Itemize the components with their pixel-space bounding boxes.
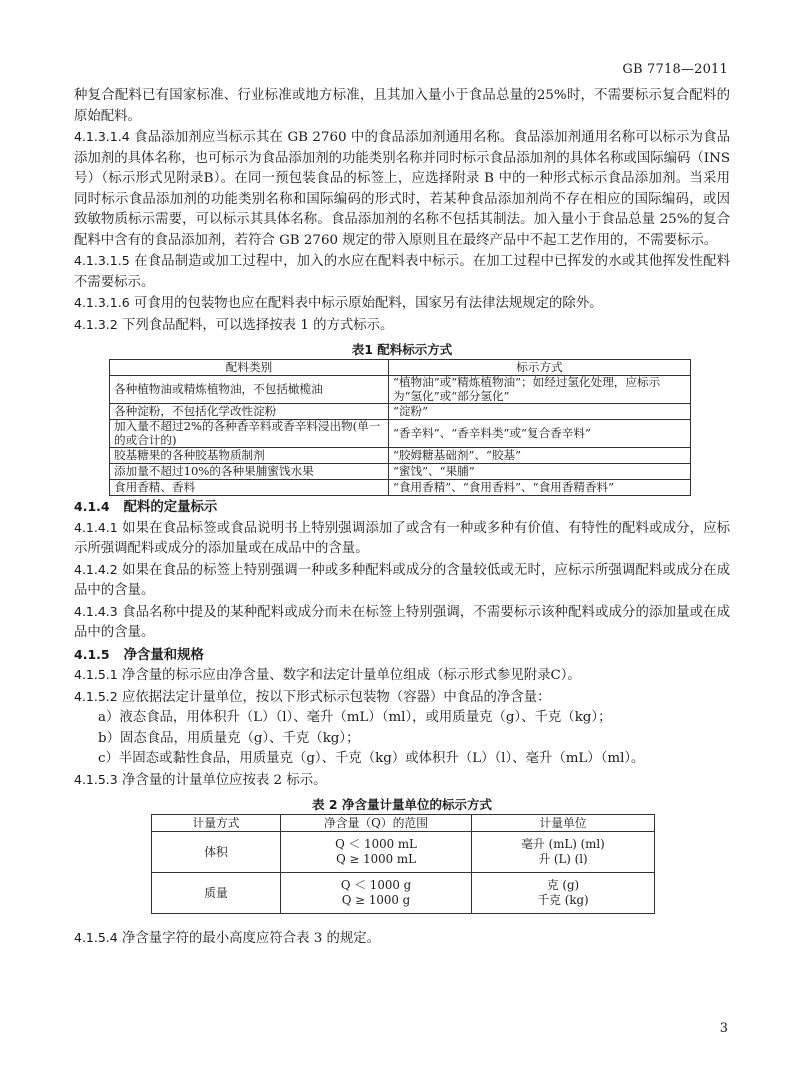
table-row bbox=[110, 464, 691, 480]
clause-4-1-3-1-4 bbox=[74, 127, 730, 251]
table-cell bbox=[281, 873, 472, 914]
list-item-c: c）半固态或黏性食品，用质量克（g）、千克（kg）或体积升（L）（l）、毫升（mL）（ml）。 bbox=[98, 751, 645, 766]
range-value: Q ≥ 1000 mL bbox=[336, 852, 416, 866]
table-cell: “食用香精”、“食用香料”、“食用香精香料” bbox=[389, 480, 691, 496]
clause-4-1-5-2 bbox=[74, 687, 730, 709]
table-row bbox=[110, 404, 691, 420]
clause-text: 下列食品配料，可以选择按表 1 的方式标示。 bbox=[122, 317, 394, 333]
table-cell: “植物油”或“精炼植物油”；如经过氢化处理，应标示为“氢化”或“部分氢化” bbox=[389, 376, 691, 404]
table-cell: “蜜饯”、“果脯” bbox=[389, 464, 691, 480]
table-cell: 各种淀粉，不包括化学改性淀粉 bbox=[110, 404, 389, 420]
clause-number: 4.1.5 bbox=[74, 646, 110, 662]
table-row bbox=[110, 376, 691, 404]
table-cell: “香辛料”、“香辛料类”或“复合香辛料” bbox=[389, 420, 691, 448]
clause-4-1-3-1-6 bbox=[74, 293, 730, 315]
table-cell: 加入量不超过2%的各种香辛料或香辛料浸出物(单一的或合计的) bbox=[110, 420, 389, 448]
table-header-cell: 计量单位 bbox=[472, 815, 655, 832]
range-value: Q ＜ 1000 mL bbox=[335, 837, 417, 851]
table-row bbox=[110, 480, 691, 496]
table-header-row bbox=[110, 360, 691, 376]
paragraph-continuation: 种复合配料已有国家标准、行业标准或地方标准，且其加入量小于食品总量的25%时，不需要标示复合配料的原始配料。 bbox=[74, 88, 730, 124]
standard-code: GB 7718—2011 bbox=[622, 62, 728, 77]
table-row bbox=[110, 420, 691, 448]
table-header-cell: 净含量（Q）的范围 bbox=[281, 815, 472, 832]
clause-4-1-4-2 bbox=[74, 560, 730, 602]
unit-value: 千克 (kg) bbox=[537, 893, 589, 907]
clause-text: 在食品制造或加工过程中，加入的水应在配料表中标示。在加工过程中已挥发的水或其他挥发性配料不需要标示。 bbox=[74, 254, 730, 290]
clause-4-1-3-2 bbox=[74, 315, 730, 337]
section-title: 净含量和规格 bbox=[123, 646, 204, 663]
range-value: Q ≥ 1000 g bbox=[341, 893, 411, 907]
list-item-b: b）固态食品，用质量克（g）、千克（kg）； bbox=[98, 730, 360, 746]
table-cell: 食用香精、香料 bbox=[110, 480, 389, 496]
clause-number: 4.1.4 bbox=[74, 499, 110, 514]
clause-number: 4.1.5.2 bbox=[74, 688, 118, 704]
clause-text: 净含量字符的最小高度应符合表 3 的规定。 bbox=[122, 931, 381, 946]
clause-number: 4.1.3.1.4 bbox=[74, 129, 130, 144]
table-cell: “胶姆糖基础剂”、“胶基” bbox=[389, 448, 691, 464]
table-cell bbox=[472, 832, 655, 873]
section-4-1-4-heading bbox=[74, 497, 730, 518]
table-2 bbox=[151, 814, 655, 914]
range-value: Q ＜ 1000 g bbox=[340, 878, 412, 892]
table-header-row bbox=[152, 815, 655, 832]
unit-value: 升 (L) (l) bbox=[538, 852, 588, 866]
clause-4-1-5-1 bbox=[74, 665, 730, 687]
clause-4-1-5-3 bbox=[74, 770, 730, 792]
clause-text: 如果在食品标签或食品说明书上特别强调添加了或含有一种或多种有价值、有特性的配料或成分，应标示所强调配料或成分的添加量或在成品中的含量。 bbox=[74, 520, 731, 556]
clause-4-1-3-1-5 bbox=[74, 251, 730, 293]
clause-text: 如果在食品的标签上特别强调一种或多种配料或成分的含量较低或无时，应标示所强调配料或成分在成品中的含量。 bbox=[74, 562, 731, 598]
table-header-cell: 标示方式 bbox=[389, 360, 691, 376]
clause-number: 4.1.5.3 bbox=[74, 771, 118, 787]
clause-number: 4.1.3.1.6 bbox=[74, 295, 130, 310]
table-row bbox=[152, 873, 655, 914]
table-1 bbox=[109, 359, 691, 496]
table-cell: 各种植物油或精炼植物油，不包括橄榄油 bbox=[110, 376, 389, 404]
clause-number: 4.1.3.2 bbox=[74, 316, 118, 332]
table-cell: 添加量不超过10%的各种果脯蜜饯水果 bbox=[110, 464, 389, 480]
table-1-caption: 表1 配料标示方式 bbox=[351, 342, 453, 357]
table-cell: 体积 bbox=[152, 832, 281, 873]
table-header-cell: 计量方式 bbox=[152, 815, 281, 832]
document-body bbox=[74, 86, 730, 950]
list-item-a: a）液态食品，用体积升（L）（l）、毫升（mL）（ml），或用质量克（g）、千克（kg）； bbox=[98, 710, 612, 725]
clause-text: 可食用的包装物也应在配料表中标示原始配料，国家另有法律法规规定的除外。 bbox=[133, 296, 603, 311]
clause-number: 4.1.5.1 bbox=[74, 667, 118, 682]
clause-number: 4.1.4.2 bbox=[74, 561, 118, 577]
unit-value: 毫升 (mL) (ml) bbox=[521, 837, 605, 851]
table-cell: 质量 bbox=[152, 873, 281, 914]
clause-number: 4.1.3.1.5 bbox=[74, 253, 130, 268]
clause-text: 应依据法定计量单位，按以下形式标示包装物（容器）中食品的净含量： bbox=[122, 689, 551, 705]
clause-text: 净含量的计量单位应按表 2 标示。 bbox=[122, 772, 327, 788]
unit-value: 克 (g) bbox=[546, 878, 580, 892]
page-number: 3 bbox=[719, 1021, 728, 1036]
clause-number: 4.1.4.3 bbox=[74, 603, 118, 619]
clause-4-1-5-4 bbox=[74, 928, 730, 950]
section-4-1-5-heading bbox=[74, 645, 730, 666]
table-cell bbox=[281, 832, 472, 873]
section-title: 配料的定量标示 bbox=[123, 499, 218, 515]
clause-number: 4.1.5.4 bbox=[74, 930, 118, 945]
clause-4-1-4-1 bbox=[74, 518, 730, 560]
clause-4-1-4-3 bbox=[74, 602, 730, 644]
table-row bbox=[152, 832, 655, 873]
table-cell bbox=[472, 873, 655, 914]
clause-text: 食品添加剂应当标示其在 GB 2760 中的食品添加剂通用名称。食品添加剂通用名称可以标示为食品添加剂的具体名称，也可标示为食品添加剂的功能类别名称并同时标示食品添加剂的具体名称或国际编码（INS号）（标示形式见附录B）。在同一预包装食品的标签上，应选择附录 B 中的一种形式标示食品添加剂。当采用同时标示食品添加剂的功能类别名称和国际编码的形式时，若某种食品添加剂尚不存在相应的国际编码，或因致敏物质标示需要，可以标示其具体名称。食品添加剂的名称不包括其制法。加入量小于食品总量 25%的复合配料中含有的食品添加剂，若符合 GB 2760 规定的带入原则且在最终产品中不起工艺作用的，不需要标示。 bbox=[74, 130, 730, 248]
clause-text: 食品名称中提及的某种配料或成分而未在标签上特别强调，不需要标示该种配料或成分的添加量或在成品中的含量。 bbox=[74, 604, 731, 640]
table-cell: “淀粉” bbox=[389, 404, 691, 420]
clause-number: 4.1.4.1 bbox=[74, 519, 118, 535]
table-2-caption: 表 2 净含量计量单位的标示方式 bbox=[312, 797, 492, 812]
table-row bbox=[110, 448, 691, 464]
clause-text: 净含量的标示应由净含量、数字和法定计量单位组成（标示形式参见附录C）。 bbox=[122, 668, 581, 683]
table-header-cell: 配料类别 bbox=[110, 360, 389, 376]
table-cell: 胶基糖果的各种胶基物质制剂 bbox=[110, 448, 389, 464]
